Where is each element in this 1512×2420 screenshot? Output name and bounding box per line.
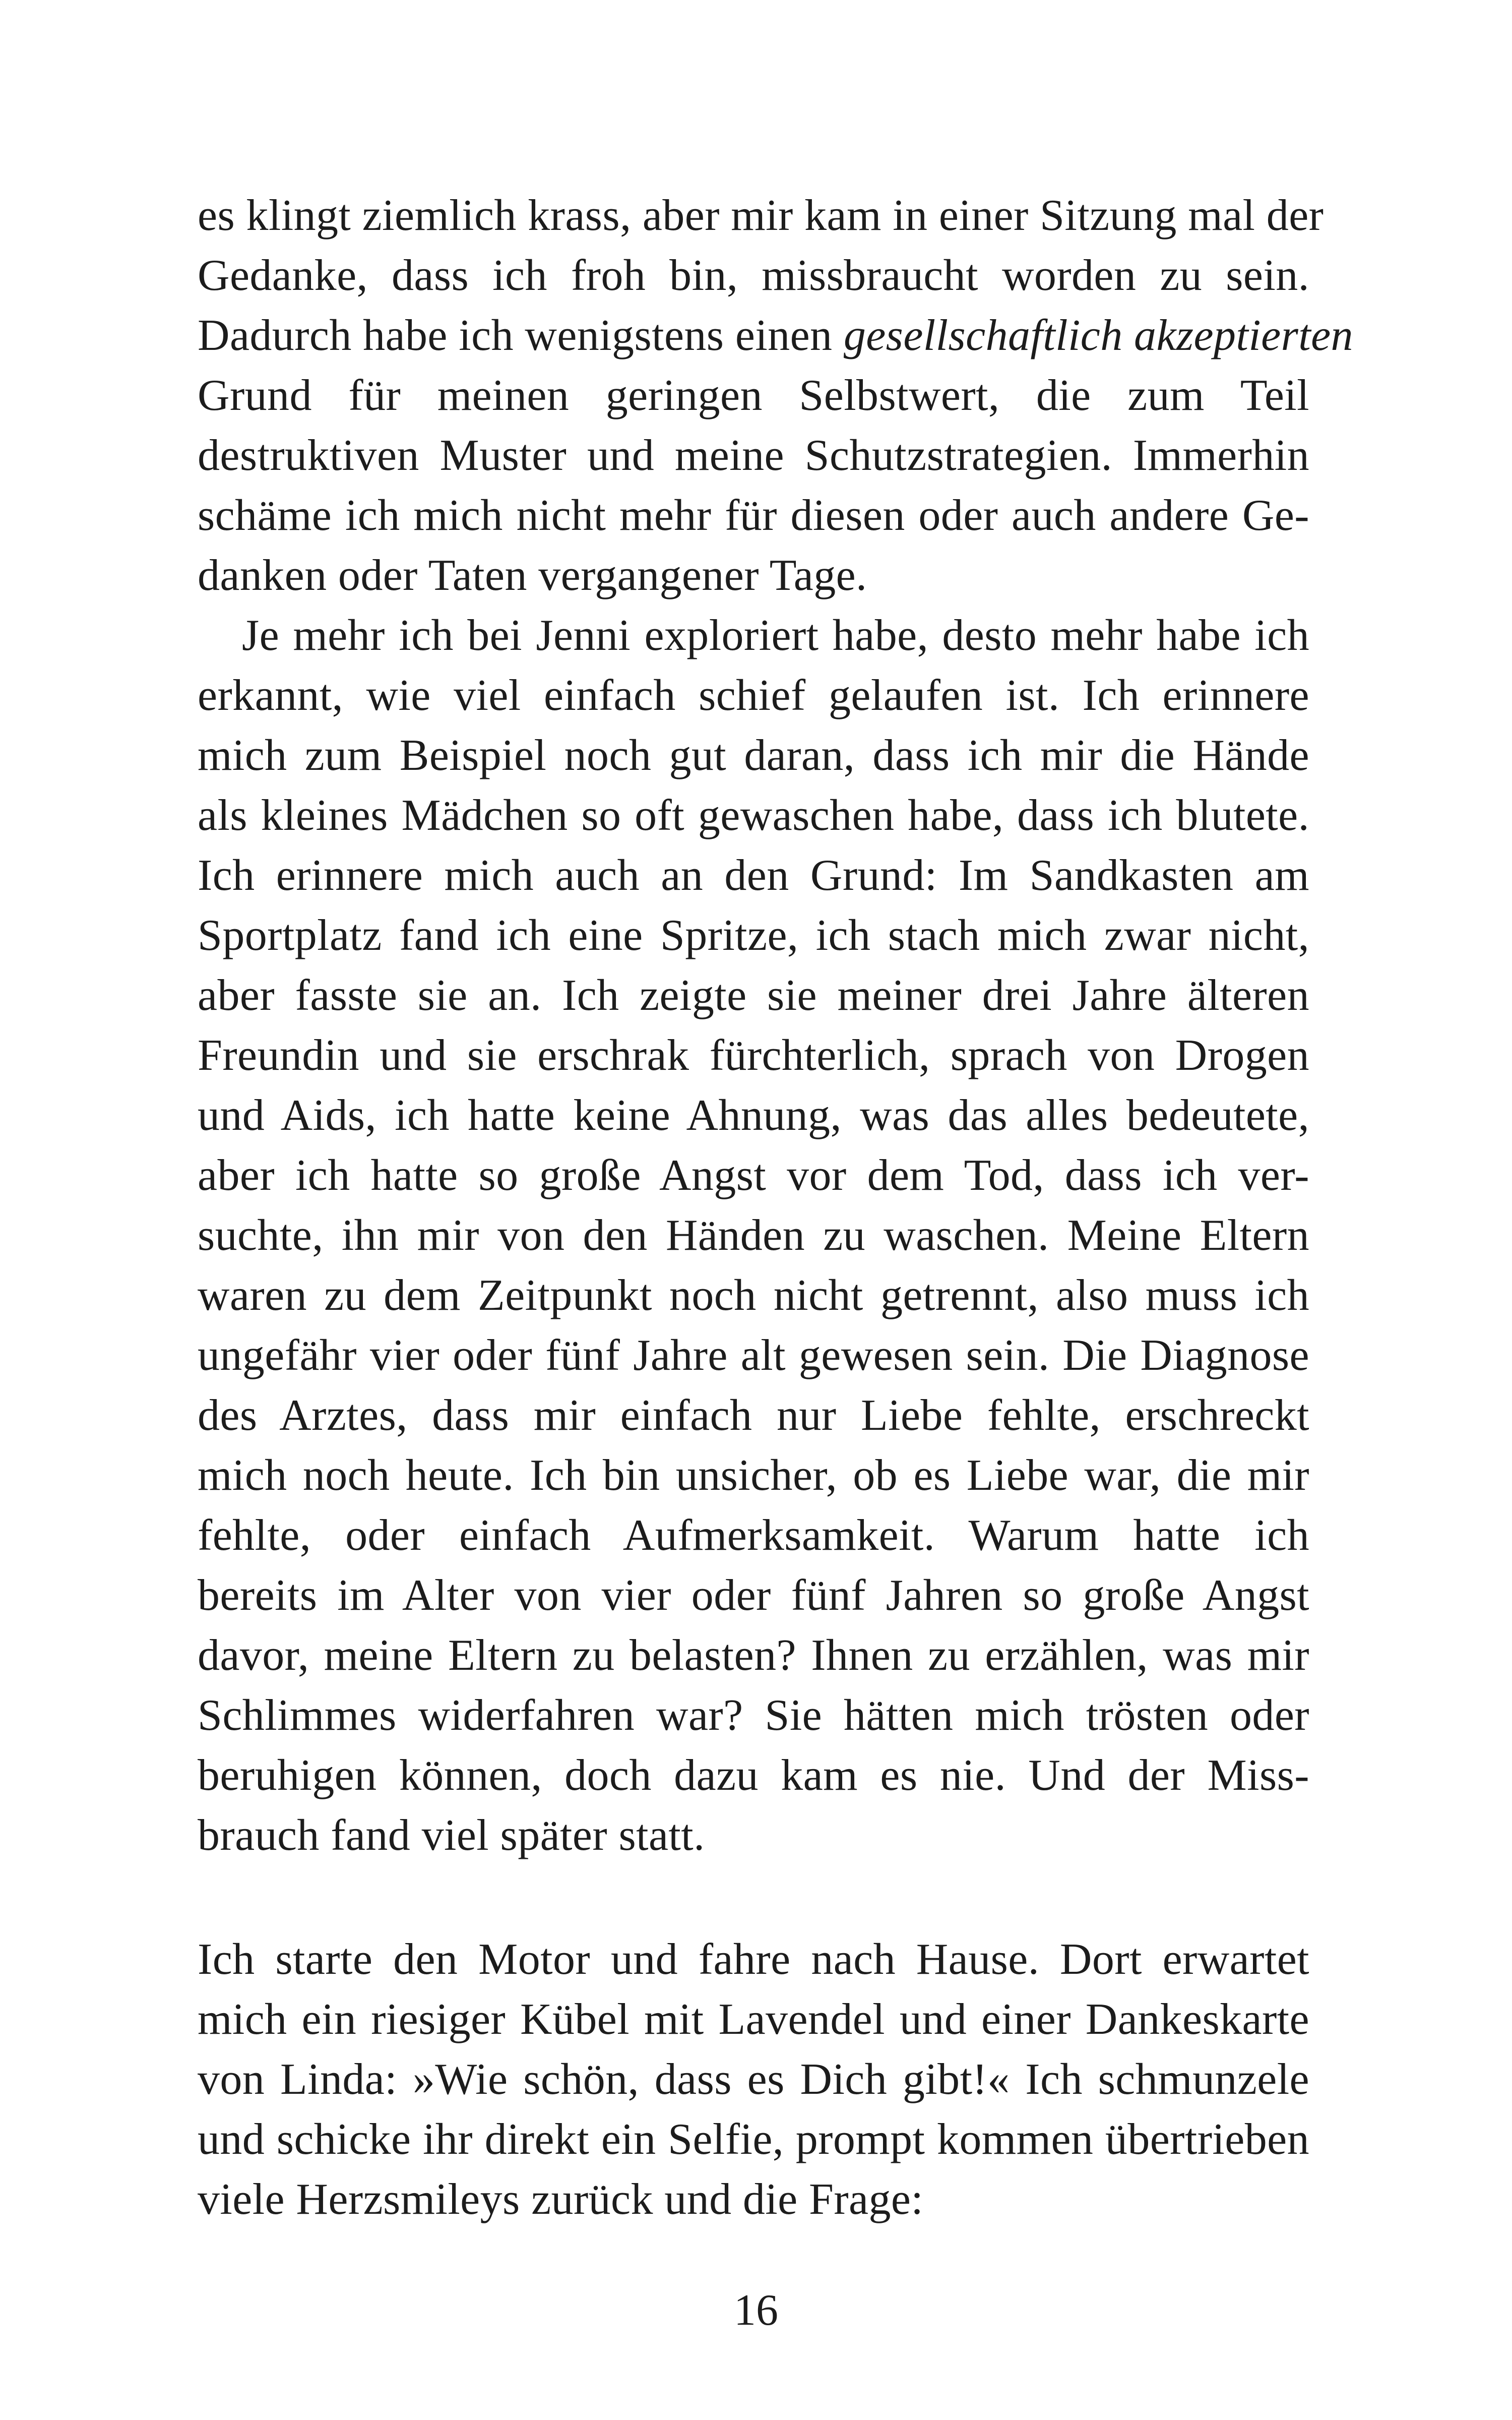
text-line <box>198 785 1309 845</box>
line-text: Dadurch habe ich wenigstens einen <box>198 311 844 360</box>
text-line <box>198 1565 1309 1625</box>
text-line <box>198 2109 1309 2169</box>
line-text: Grund für meinen geringen Selbstwert, die zum Teil <box>198 371 1309 420</box>
line-text: viele Herzsmileys zurück und die Frage: <box>198 2175 924 2224</box>
text-line <box>198 1205 1309 1265</box>
line-text: Gedanke, dass ich froh bin, missbraucht worden zu sein. <box>198 251 1309 300</box>
line-text: des Arztes, dass mir einfach nur Liebe fehlte, erschreckt <box>198 1391 1309 1440</box>
line-text: als kleines Mädchen so oft gewaschen habe, dass ich blutete. <box>198 791 1309 840</box>
line-text: Sportplatz fand ich eine Spritze, ich stach mich zwar nicht, <box>198 911 1309 960</box>
text-line <box>198 905 1309 965</box>
line-text: danken oder Taten vergangener Tage. <box>198 551 867 600</box>
paragraph <box>198 606 1309 1865</box>
text-line <box>198 1805 1309 1865</box>
text-line <box>198 606 1309 666</box>
text-line <box>198 366 1309 426</box>
text-line <box>198 1505 1309 1565</box>
text-block-lower <box>198 1929 1309 2229</box>
page-number: 16 <box>734 2286 778 2335</box>
emphasis-text: gesellschaftlich akzeptierten <box>843 311 1353 360</box>
line-text: davor, meine Eltern zu belasten? Ihnen zu erzählen, was mir <box>198 1631 1309 1680</box>
paragraph <box>198 186 1353 606</box>
text-line <box>198 1929 1309 1989</box>
text-block-upper <box>198 186 1353 1865</box>
text-line <box>198 1445 1309 1505</box>
text-line <box>198 306 1353 366</box>
line-text: erkannt, wie viel einfach schief gelaufen ist. Ich erinnere <box>198 671 1309 720</box>
text-line <box>198 1325 1309 1385</box>
text-line <box>198 1745 1309 1805</box>
line-text: beruhigen können, doch dazu kam es nie. Und der Miss- <box>198 1751 1309 1800</box>
line-text: fehlte, oder einfach Aufmerksamkeit. Warum hatte ich <box>198 1511 1309 1560</box>
line-text: Freundin und sie erschrak fürchterlich, sprach von Drogen <box>198 1031 1309 1080</box>
paragraph <box>198 1929 1309 2229</box>
line-text: waren zu dem Zeitpunkt noch nicht getrennt, also muss ich <box>198 1271 1309 1320</box>
text-line <box>198 1265 1309 1325</box>
line-text: von Linda: »Wie schön, dass es Dich gibt!« Ich schmunzele <box>198 2055 1309 2104</box>
line-text: bereits im Alter von vier oder fünf Jahren so große Angst <box>198 1571 1309 1620</box>
text-line <box>198 845 1309 905</box>
line-text: schäme ich mich nicht mehr für diesen oder auch andere Ge- <box>198 491 1309 540</box>
line-text: aber fasste sie an. Ich zeigte sie meiner drei Jahre älteren <box>198 971 1309 1020</box>
text-line <box>198 1989 1309 2049</box>
text-line <box>198 666 1309 725</box>
text-line <box>198 246 1309 306</box>
text-line <box>198 1145 1309 1205</box>
line-text: aber ich hatte so große Angst vor dem Tod, dass ich ver- <box>198 1151 1309 1200</box>
line-text: ungefähr vier oder fünf Jahre alt gewesen sein. Die Diagnose <box>198 1331 1309 1380</box>
line-text: und schicke ihr direkt ein Selfie, prompt kommen übertrieben <box>198 2115 1309 2164</box>
line-text: Ich erinnere mich auch an den Grund: Im Sandkasten am <box>198 851 1309 900</box>
text-line <box>198 1025 1309 1085</box>
line-text: mich noch heute. Ich bin unsicher, ob es Liebe war, die mir <box>198 1451 1309 1500</box>
text-line <box>198 2169 1309 2229</box>
line-text: Ich starte den Motor und fahre nach Hause. Dort erwartet <box>198 1935 1309 1984</box>
text-line <box>198 546 1309 606</box>
line-text: Je mehr ich bei Jenni exploriert habe, desto mehr habe ich <box>242 611 1309 660</box>
line-text: es klingt ziemlich krass, aber mir kam in einer Sitzung mal der <box>198 191 1324 240</box>
line-text: Schlimmes widerfahren war? Sie hätten mich trösten oder <box>198 1691 1309 1740</box>
line-text: destruktiven Muster und meine Schutzstrategien. Immerhin <box>198 431 1309 480</box>
line-text: und Aids, ich hatte keine Ahnung, was das alles bedeutete, <box>198 1091 1309 1140</box>
text-line <box>198 1685 1309 1745</box>
text-line <box>198 186 1324 246</box>
text-line <box>198 1385 1309 1445</box>
line-text: suchte, ihn mir von den Händen zu waschen. Meine Eltern <box>198 1211 1309 1260</box>
text-line <box>198 426 1309 486</box>
text-line <box>198 965 1309 1025</box>
line-text: brauch fand viel später statt. <box>198 1811 705 1860</box>
text-line <box>198 1085 1309 1145</box>
line-text: mich zum Beispiel noch gut daran, dass ich mir die Hände <box>198 731 1309 780</box>
text-line <box>198 725 1309 785</box>
text-line <box>198 1625 1309 1685</box>
line-text: mich ein riesiger Kübel mit Lavendel und einer Dankeskarte <box>198 1995 1309 2044</box>
text-line <box>198 486 1309 546</box>
text-line <box>198 2049 1309 2109</box>
